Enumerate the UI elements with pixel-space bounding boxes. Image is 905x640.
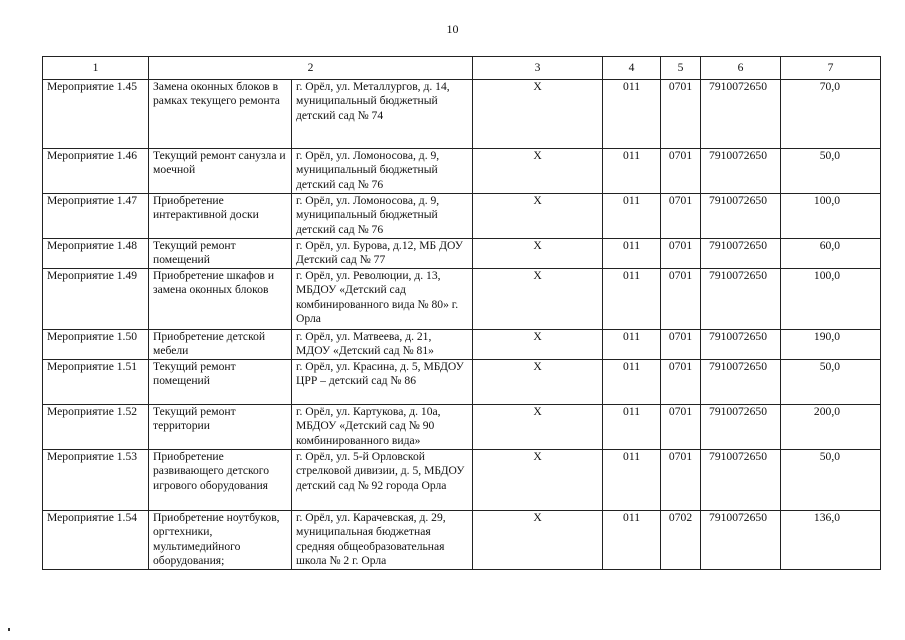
- header-cell-2: 2: [149, 57, 473, 80]
- cell-col4: 011: [603, 511, 661, 570]
- table-row: [43, 269, 881, 330]
- cell-col3: Х: [473, 80, 603, 149]
- cell-col4: 011: [603, 269, 661, 330]
- cell-address: г. Орёл, ул. 5-й Орловской стрелковой дивизии, д. 5, МБДОУ детский сад № 92 города Орла: [292, 450, 473, 511]
- cell-col6: 7910072650: [701, 149, 781, 194]
- program-table: [42, 56, 881, 570]
- cell-measure: Мероприятие 1.51: [43, 360, 149, 405]
- header-cell-6: 6: [701, 57, 781, 80]
- cell-col4: 011: [603, 239, 661, 269]
- cell-measure: Мероприятие 1.45: [43, 80, 149, 149]
- cell-col4: 011: [603, 405, 661, 450]
- scan-speck: [8, 628, 10, 631]
- cell-col7: 50,0: [781, 360, 881, 405]
- cell-col6: 7910072650: [701, 330, 781, 360]
- page-number: 10: [446, 22, 459, 36]
- cell-col3: Х: [473, 330, 603, 360]
- table-row: [43, 450, 881, 511]
- cell-name: Текущий ремонт помещений: [149, 239, 292, 269]
- cell-col5: 0701: [661, 405, 701, 450]
- cell-col6: 7910072650: [701, 405, 781, 450]
- cell-name: Текущий ремонт территории: [149, 405, 292, 450]
- cell-name: Замена оконных блоков в рамках текущего ремонта: [149, 80, 292, 149]
- cell-address: г. Орёл, ул. Картукова, д. 10а, МБДОУ «Детский сад № 90 комбинированного вида»: [292, 405, 473, 450]
- table-row: [43, 511, 881, 570]
- cell-col3: Х: [473, 360, 603, 405]
- cell-col5: 0701: [661, 269, 701, 330]
- cell-name: Текущий ремонт помещений: [149, 360, 292, 405]
- header-cell-5: 5: [661, 57, 701, 80]
- table-row: [43, 80, 881, 149]
- header-cell-3: 3: [473, 57, 603, 80]
- cell-col3: Х: [473, 269, 603, 330]
- cell-address: г. Орёл, ул. Революции, д. 13, МБДОУ «Детский сад комбинированного вида № 80» г. Орла: [292, 269, 473, 330]
- header-cell-4: 4: [603, 57, 661, 80]
- cell-col4: 011: [603, 360, 661, 405]
- cell-address: г. Орёл, ул. Ломоносова, д. 9, муниципальный бюджетный детский сад № 76: [292, 149, 473, 194]
- cell-measure: Мероприятие 1.53: [43, 450, 149, 511]
- header-row: [43, 57, 881, 80]
- cell-address: г. Орёл, ул. Ломоносова, д. 9, муниципальный бюджетный детский сад № 76: [292, 194, 473, 239]
- cell-col7: 136,0: [781, 511, 881, 570]
- cell-measure: Мероприятие 1.47: [43, 194, 149, 239]
- cell-address: г. Орёл, ул. Карачевская, д. 29, муниципальная бюджетная средняя общеобразовательная школа № 2 г. Орла: [292, 511, 473, 570]
- cell-measure: Мероприятие 1.49: [43, 269, 149, 330]
- cell-col3: Х: [473, 450, 603, 511]
- cell-measure: Мероприятие 1.50: [43, 330, 149, 360]
- cell-col5: 0701: [661, 194, 701, 239]
- cell-address: г. Орёл, ул. Бурова, д.12, МБ ДОУ Детский сад № 77: [292, 239, 473, 269]
- cell-address: г. Орёл, ул. Красина, д. 5, МБДОУ ЦРР – детский сад № 86: [292, 360, 473, 405]
- cell-col4: 011: [603, 80, 661, 149]
- table-row: [43, 149, 881, 194]
- cell-name: Текущий ремонт санузла и моечной: [149, 149, 292, 194]
- cell-measure: Мероприятие 1.52: [43, 405, 149, 450]
- cell-col3: Х: [473, 239, 603, 269]
- cell-col7: 100,0: [781, 269, 881, 330]
- header-cell-7: 7: [781, 57, 881, 80]
- cell-col5: 0701: [661, 149, 701, 194]
- cell-name: Приобретение шкафов и замена оконных блоков: [149, 269, 292, 330]
- cell-measure: Мероприятие 1.54: [43, 511, 149, 570]
- cell-col6: 7910072650: [701, 194, 781, 239]
- cell-col3: Х: [473, 149, 603, 194]
- cell-col7: 50,0: [781, 450, 881, 511]
- table-row: [43, 360, 881, 405]
- cell-col7: 200,0: [781, 405, 881, 450]
- cell-measure: Мероприятие 1.46: [43, 149, 149, 194]
- header-cell-1: 1: [43, 57, 149, 80]
- cell-col5: 0702: [661, 511, 701, 570]
- table-row: [43, 330, 881, 360]
- cell-address: г. Орёл, ул. Металлургов, д. 14, муниципальный бюджетный детский сад № 74: [292, 80, 473, 149]
- table-row: [43, 239, 881, 269]
- cell-address: г. Орёл, ул. Матвеева, д. 21, МДОУ «Детский сад № 81»: [292, 330, 473, 360]
- cell-col6: 7910072650: [701, 239, 781, 269]
- cell-col5: 0701: [661, 330, 701, 360]
- cell-col4: 011: [603, 149, 661, 194]
- cell-col7: 50,0: [781, 149, 881, 194]
- cell-col5: 0701: [661, 239, 701, 269]
- cell-col4: 011: [603, 450, 661, 511]
- cell-col7: 190,0: [781, 330, 881, 360]
- cell-col5: 0701: [661, 450, 701, 511]
- cell-name: Приобретение ноутбуков, оргтехники, мультимедийного оборудования;: [149, 511, 292, 570]
- table-body: [43, 80, 881, 570]
- cell-col7: 60,0: [781, 239, 881, 269]
- cell-col3: Х: [473, 194, 603, 239]
- cell-name: Приобретение интерактивной доски: [149, 194, 292, 239]
- cell-col5: 0701: [661, 360, 701, 405]
- cell-col6: 7910072650: [701, 450, 781, 511]
- cell-col4: 011: [603, 330, 661, 360]
- cell-name: Приобретение детской мебели: [149, 330, 292, 360]
- cell-name: Приобретение развивающего детского игрового оборудования: [149, 450, 292, 511]
- cell-col6: 7910072650: [701, 511, 781, 570]
- cell-col7: 100,0: [781, 194, 881, 239]
- cell-col6: 7910072650: [701, 269, 781, 330]
- cell-col7: 70,0: [781, 80, 881, 149]
- cell-col6: 7910072650: [701, 360, 781, 405]
- cell-col6: 7910072650: [701, 80, 781, 149]
- table-row: [43, 194, 881, 239]
- cell-col3: Х: [473, 511, 603, 570]
- table-row: [43, 405, 881, 450]
- cell-col3: Х: [473, 405, 603, 450]
- cell-col4: 011: [603, 194, 661, 239]
- cell-measure: Мероприятие 1.48: [43, 239, 149, 269]
- cell-col5: 0701: [661, 80, 701, 149]
